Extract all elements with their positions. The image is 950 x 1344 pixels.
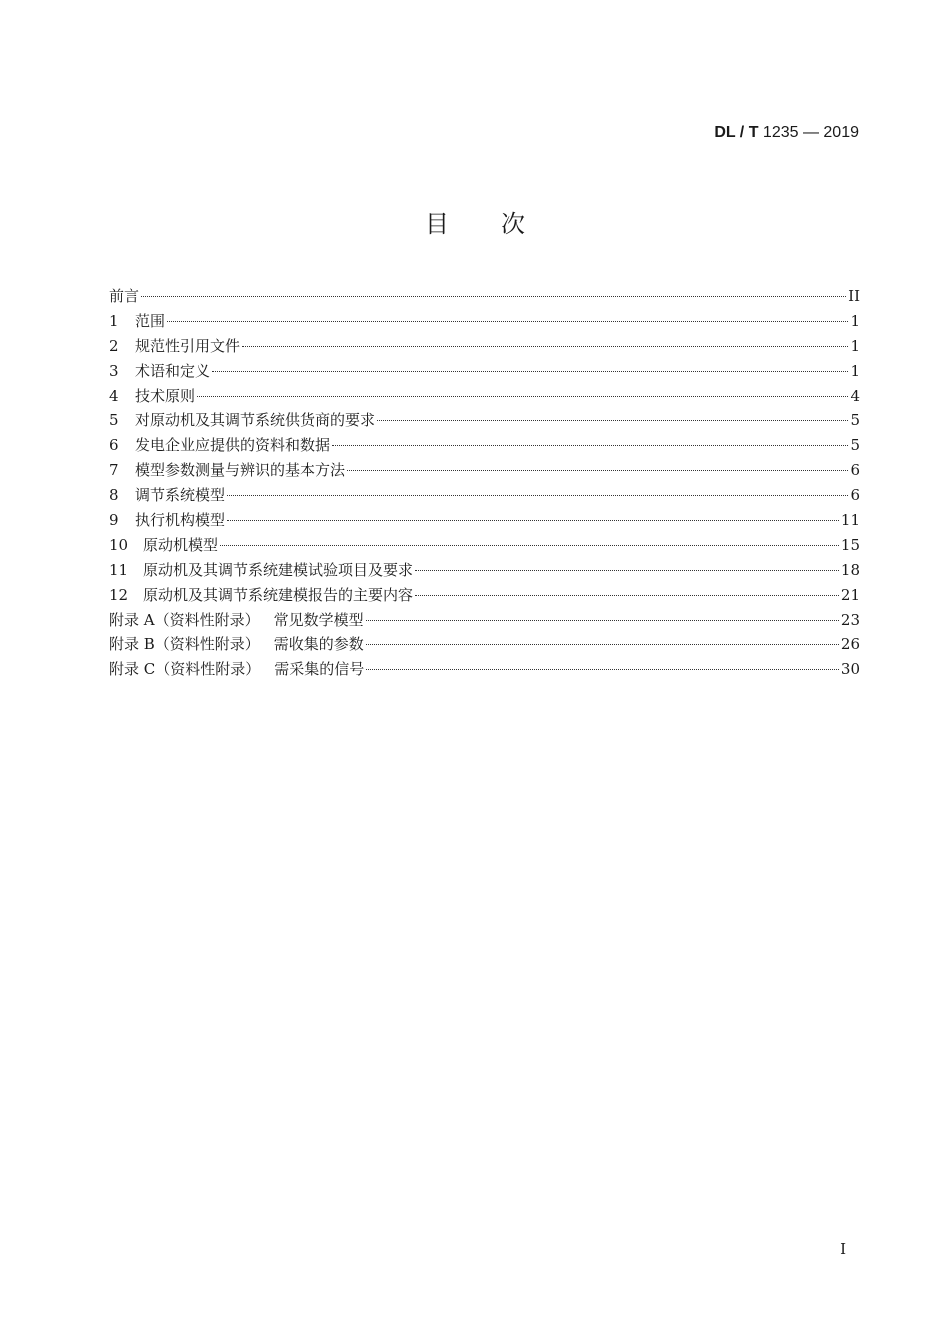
toc-entry-number: 6 [109,436,119,455]
toc-entry-label: 规范性引用文件 [135,336,241,355]
toc-annex-tag: 附录 C（资料性附录） [109,660,261,679]
toc-entry-4[interactable] [109,384,860,409]
toc-entry-page: 6 [850,461,860,480]
toc-entry-5[interactable] [109,408,860,433]
toc-entry-6[interactable] [109,433,860,458]
toc-entry-label: 原动机模型 [143,535,219,554]
toc-dot-leader [415,595,839,596]
toc-entry-label: 调节系统模型 [135,486,226,505]
toc-entry-number: 10 [109,535,129,554]
document-code-number: 1235 — 2019 [758,124,859,141]
document-code-prefix: DL / T [714,124,759,141]
toc-entry-page: 11 [840,511,860,530]
toc-entry-annex-a[interactable] [109,608,860,633]
toc-annex-tag: 附录 B（资料性附录） [109,635,260,654]
toc-entry-page: 5 [850,411,860,430]
toc-dot-leader [220,545,839,546]
toc-dot-leader [212,371,848,372]
document-code [714,124,859,142]
toc-entry-7[interactable] [109,458,860,483]
toc-entry-11[interactable] [109,558,860,583]
toc-entry-number: 4 [109,386,119,405]
toc-entry-label: 发电企业应提供的资料和数据 [135,436,331,455]
toc-entry-8[interactable] [109,483,860,508]
toc-dot-leader [366,620,839,621]
toc-entry-3[interactable] [109,359,860,384]
toc-annex-tag: 附录 A（资料性附录） [109,610,260,629]
toc-entry-page: 6 [850,486,860,505]
toc-entry-number: 5 [109,411,119,430]
toc-entry-2[interactable] [109,334,860,359]
toc-entry-number: 3 [109,361,119,380]
toc-entry-annex-c[interactable] [109,657,860,682]
toc-entry-label: 技术原则 [135,386,196,405]
toc-entry-number: 9 [109,511,119,530]
toc-entry-label: 范围 [135,311,166,330]
toc-entry-1[interactable] [109,309,860,334]
toc-entry-number: 7 [109,461,119,480]
toc-entry-number: 12 [109,585,129,604]
toc-entry-page: II [848,287,860,305]
toc-entry-page: 26 [840,635,860,654]
toc-entry-number: 1 [109,311,119,330]
toc-entry-label: 前言 [109,287,140,305]
toc-dot-leader [332,445,848,446]
toc-entry-label: 执行机构模型 [135,511,226,530]
toc-entry-page: 4 [850,386,860,405]
toc-entry-10[interactable] [109,533,860,558]
toc-dot-leader [197,396,848,397]
toc-entry-number: 8 [109,486,119,505]
toc-entry-page: 18 [840,560,860,579]
toc-entry-9[interactable] [109,508,860,533]
toc-entry-label: 常见数学模型 [273,610,364,629]
toc-entry-label: 术语和定义 [135,361,211,380]
page-title: 目次 [425,210,577,238]
toc-dot-leader [347,470,848,471]
toc-entry-page: 30 [840,660,860,679]
toc-dot-leader [366,644,839,645]
toc-entry-page: 5 [850,436,860,455]
toc-entry-annex-b[interactable] [109,632,860,657]
table-of-contents [109,284,860,682]
toc-entry-label: 对原动机及其调节系统供货商的要求 [135,411,376,430]
toc-entry-page: 1 [850,361,860,380]
toc-entry-label: 原动机及其调节系统建模报告的主要内容 [143,585,414,604]
toc-entry-label: 需采集的信号 [274,660,365,679]
toc-dot-leader [415,570,839,571]
page-number: I [840,1240,846,1258]
toc-entry-12[interactable] [109,583,860,608]
toc-entry-page: 1 [850,336,860,355]
toc-dot-leader [366,669,839,670]
toc-entry-foreword[interactable] [109,284,860,309]
toc-entry-label: 原动机及其调节系统建模试验项目及要求 [143,560,414,579]
toc-entry-label: 模型参数测量与辨识的基本方法 [135,461,346,480]
toc-dot-leader [242,346,848,347]
toc-dot-leader [227,495,848,496]
toc-dot-leader [141,296,846,297]
toc-dot-leader [167,321,848,322]
toc-entry-number: 11 [109,560,129,579]
toc-entry-page: 1 [850,311,860,330]
toc-entry-number: 2 [109,336,119,355]
toc-entry-page: 15 [840,535,860,554]
toc-entry-label: 需收集的参数 [273,635,364,654]
toc-dot-leader [227,520,839,521]
toc-dot-leader [377,420,848,421]
toc-entry-page: 21 [840,585,860,604]
toc-entry-page: 23 [840,610,860,629]
